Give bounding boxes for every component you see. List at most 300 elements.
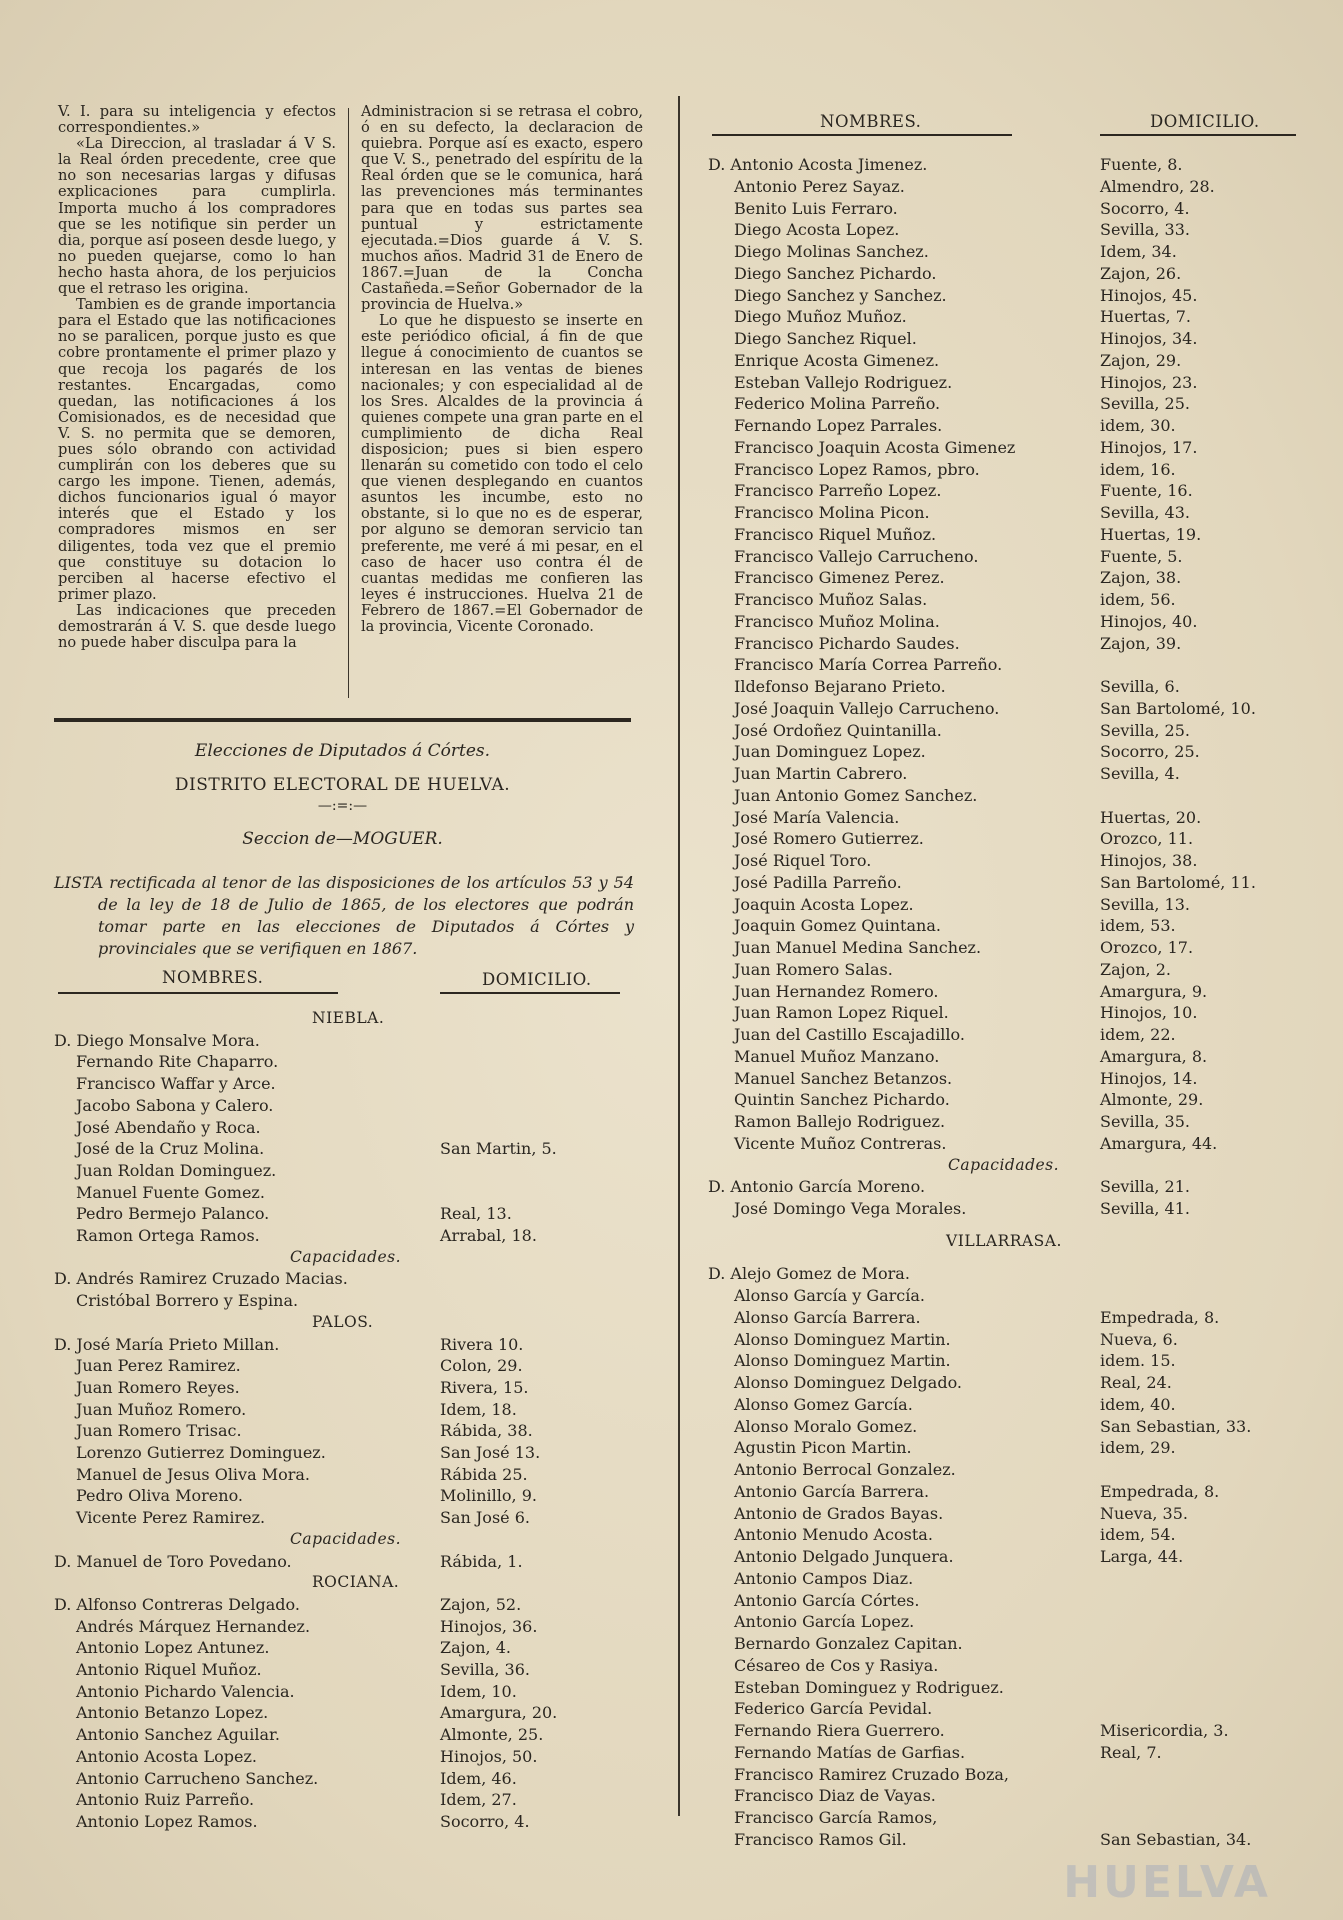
elector-row <box>708 1068 1328 1090</box>
elector-row <box>708 198 1328 220</box>
elector-row <box>708 1111 1328 1133</box>
elector-name: Vicente Perez Ramirez. <box>76 1508 266 1528</box>
elector-name: Francisco Molina Picon. <box>734 503 930 522</box>
elector-name: D. Alfonso Contreras Delgado. <box>54 1594 300 1614</box>
elector-name: Antonio Menudo Acosta. <box>734 1525 933 1545</box>
elector-name: Francisco Diaz de Vayas. <box>734 1786 936 1806</box>
elector-name: Juan Dominguez Lopez. <box>734 742 926 762</box>
elector-name: Francisco García Ramos, <box>734 1808 938 1827</box>
elector-row <box>708 154 1328 176</box>
elector-name: Joaquin Acosta Lopez. <box>734 894 914 914</box>
elector-row <box>708 328 1328 350</box>
elector-row <box>54 1746 674 1768</box>
elector-domicile: Sevilla, 35. <box>1100 1112 1190 1131</box>
elector-domicile: Sevilla, 25. <box>1100 394 1190 414</box>
elector-row <box>708 1764 1328 1786</box>
elector-domicile: Amargura, 20. <box>440 1703 558 1723</box>
elector-name: Antonio Campos Diaz. <box>734 1568 914 1588</box>
elector-domicile: Zajon, 2. <box>1100 959 1171 979</box>
elector-row <box>708 807 1328 829</box>
elector-name: Manuel de Jesus Oliva Mora. <box>76 1464 310 1484</box>
elector-domicile: Nueva, 6. <box>1100 1329 1178 1349</box>
elector-domicile: Hinojos, 50. <box>440 1746 538 1766</box>
elector-row <box>54 1138 674 1160</box>
elector-name: Agustin Picon Martin. <box>734 1438 912 1458</box>
elector-row <box>708 263 1328 285</box>
elector-domicile: Rábida 25. <box>440 1464 528 1484</box>
elector-row <box>708 1568 1328 1590</box>
elector-domicile: idem, 30. <box>1100 416 1176 435</box>
elector-domicile: Orozco, 17. <box>1100 938 1194 957</box>
prose-column-2 <box>361 104 643 635</box>
elector-row <box>708 285 1328 307</box>
elector-row <box>708 1307 1328 1329</box>
elector-row <box>54 1616 674 1638</box>
elector-row <box>54 1724 674 1746</box>
elector-name: Alonso Gomez García. <box>734 1394 913 1414</box>
section-heading <box>708 1231 1328 1253</box>
elector-name: José Domingo Vega Morales. <box>734 1199 967 1218</box>
elector-row <box>708 393 1328 415</box>
elector-name: D. Manuel de Toro Povedano. <box>54 1551 292 1571</box>
elector-row <box>54 1095 674 1117</box>
elector-row <box>54 1355 674 1377</box>
elector-row <box>708 1785 1328 1807</box>
elector-domicile: Almendro, 28. <box>1100 176 1215 196</box>
elector-row <box>708 219 1328 241</box>
elector-domicile: Almonte, 25. <box>440 1725 544 1745</box>
elector-name: Juan Hernandez Romero. <box>734 981 939 1001</box>
elector-name: Diego Acosta Lopez. <box>734 220 900 240</box>
elector-domicile: Huertas, 7. <box>1100 307 1191 327</box>
elector-row <box>708 1524 1328 1546</box>
elector-name: José Padilla Parreño. <box>734 872 902 892</box>
elector-domicile: idem, 54. <box>1100 1525 1176 1545</box>
elector-row <box>54 1182 674 1204</box>
elector-row <box>708 1372 1328 1394</box>
elector-name: Juan Ramon Lopez Riquel. <box>734 1003 949 1023</box>
elector-name: José Romero Gutierrez. <box>734 829 924 849</box>
section-rule <box>54 718 631 722</box>
elector-row <box>708 915 1328 937</box>
center-divider <box>678 96 680 1816</box>
elector-name: Alonso Dominguez Martin. <box>734 1351 951 1371</box>
elector-name: Joaquin Gomez Quintana. <box>734 916 941 936</box>
elector-name: Lorenzo Gutierrez Dominguez. <box>76 1443 326 1462</box>
elector-name: Esteban Vallejo Rodriguez. <box>734 372 953 392</box>
elector-row <box>708 937 1328 959</box>
header-underline <box>440 992 620 994</box>
elector-name: Francisco Parreño Lopez. <box>734 481 942 501</box>
elector-name: Juan Roldan Dominguez. <box>76 1160 277 1180</box>
elector-name: Juan Perez Ramirez. <box>76 1356 241 1376</box>
elector-domicile: Larga, 44. <box>1100 1547 1184 1566</box>
elector-row <box>708 850 1328 872</box>
elector-name: Francisco Joaquin Acosta Gimenez <box>734 437 1016 457</box>
elector-domicile: Huertas, 19. <box>1100 524 1202 544</box>
section-heading-label: ROCIANA. <box>312 1573 400 1592</box>
elector-name: Antonio Pichardo Valencia. <box>76 1681 295 1701</box>
watermark-stamp: HUELVA <box>1063 1857 1271 1908</box>
elector-row <box>708 1698 1328 1720</box>
elector-domicile: Sevilla, 33. <box>1100 220 1190 240</box>
elector-row <box>708 611 1328 633</box>
elector-row <box>708 828 1328 850</box>
elector-domicile: San Sebastian, 34. <box>1100 1829 1252 1849</box>
prose-paragraph: V. I. para su inteligencia y efectos correspondientes.» <box>58 103 336 137</box>
elector-domicile: idem, 53. <box>1100 916 1176 936</box>
elector-domicile: Huertas, 20. <box>1100 807 1202 827</box>
elector-name: Fernando Lopez Parrales. <box>734 416 943 435</box>
elector-domicile: idem, 29. <box>1100 1438 1176 1458</box>
elector-row <box>708 1590 1328 1612</box>
elector-domicile: San José 6. <box>440 1508 530 1528</box>
elector-domicile: Amargura, 44. <box>1100 1133 1218 1153</box>
elector-name: Ramon Ortega Ramos. <box>76 1226 260 1245</box>
elector-name: D. Andrés Ramirez Cruzado Macias. <box>54 1269 348 1289</box>
elector-row <box>54 1399 674 1421</box>
elector-domicile: Sevilla, 13. <box>1100 894 1190 914</box>
elector-row <box>708 741 1328 763</box>
elector-row <box>708 480 1328 502</box>
elector-row <box>708 1829 1328 1851</box>
elector-name: José Abendaño y Roca. <box>76 1117 261 1137</box>
elector-name: Juan Martin Cabrero. <box>734 764 908 783</box>
section-title: Seccion de—MOGUER. <box>242 829 443 849</box>
elector-name: Alonso García y García. <box>734 1286 926 1305</box>
elector-domicile: Hinojos, 38. <box>1100 851 1198 870</box>
elector-name: José María Valencia. <box>734 807 900 827</box>
elector-row <box>708 1198 1328 1220</box>
elector-domicile: idem, 22. <box>1100 1025 1176 1044</box>
elector-name: Alonso Dominguez Martin. <box>734 1329 951 1349</box>
district-title: DISTRITO ELECTORAL DE HUELVA. <box>174 775 511 795</box>
elector-name: Pedro Oliva Moreno. <box>76 1486 244 1506</box>
elector-row <box>54 1334 674 1356</box>
elector-row <box>708 1611 1328 1633</box>
elector-name: Federico Molina Parreño. <box>734 394 941 414</box>
section-heading-label: VILLARRASA. <box>946 1231 1062 1250</box>
elector-row <box>708 1655 1328 1677</box>
elector-domicile: Orozco, 11. <box>1100 829 1194 849</box>
header-underline <box>1100 134 1296 136</box>
elector-name: Fernando Riera Guerrero. <box>734 1721 945 1740</box>
section-heading <box>54 1312 674 1334</box>
capacidades-heading <box>54 1529 674 1551</box>
elector-name: Francisco Riquel Muñoz. <box>734 524 937 544</box>
elector-row <box>54 1117 674 1139</box>
elector-name: Juan Romero Trisac. <box>76 1421 242 1441</box>
elector-row <box>54 1420 674 1442</box>
elector-row <box>54 1507 674 1529</box>
elector-domicile: Zajon, 29. <box>1100 350 1182 370</box>
elector-row <box>708 459 1328 481</box>
elector-row <box>708 546 1328 568</box>
elector-row <box>708 959 1328 981</box>
elector-row <box>54 1768 674 1790</box>
elector-row <box>708 676 1328 698</box>
elector-domicile: Real, 13. <box>440 1204 512 1224</box>
elector-name: Juan Antonio Gomez Sanchez. <box>734 785 978 805</box>
elector-name: Diego Molinas Sanchez. <box>734 242 929 261</box>
elector-domicile: idem, 16. <box>1100 459 1176 479</box>
elector-name: Cristóbal Borrero y Espina. <box>76 1291 299 1311</box>
elector-domicile: idem, 56. <box>1100 590 1176 609</box>
elector-domicile: Empedrada, 8. <box>1100 1481 1220 1501</box>
elector-row <box>708 1546 1328 1568</box>
elector-name: Juan del Castillo Escajadillo. <box>734 1025 965 1044</box>
elector-domicile: Almonte, 29. <box>1100 1090 1204 1110</box>
elector-row <box>54 1051 674 1073</box>
elector-name: Esteban Dominguez y Rodriguez. <box>734 1677 1004 1697</box>
elector-domicile: Sevilla, 6. <box>1100 677 1180 696</box>
elector-domicile: Real, 24. <box>1100 1373 1172 1392</box>
elector-row <box>708 1176 1328 1198</box>
elector-domicile: Empedrada, 8. <box>1100 1307 1220 1327</box>
elector-row <box>708 176 1328 198</box>
elector-domicile: Rábida, 38. <box>440 1421 533 1441</box>
elector-name: D. José María Prieto Millan. <box>54 1334 280 1354</box>
elector-row <box>708 415 1328 437</box>
elector-row <box>54 1681 674 1703</box>
elector-name: Francisco Lopez Ramos, pbro. <box>734 459 980 479</box>
elector-name: Francisco Waffar y Arce. <box>76 1074 276 1094</box>
elector-name: Antonio Ruiz Parreño. <box>76 1790 255 1810</box>
elector-name: Benito Luis Ferraro. <box>734 198 898 218</box>
elector-domicile: Idem, 27. <box>440 1790 517 1810</box>
elector-row <box>708 372 1328 394</box>
elector-domicile: Socorro, 4. <box>440 1811 530 1831</box>
elector-name: Francisco María Correa Parreño. <box>734 655 1003 675</box>
elector-domicile: Idem, 10. <box>440 1681 517 1701</box>
elector-row <box>708 654 1328 676</box>
elector-domicile: Hinojos, 17. <box>1100 437 1198 457</box>
ornament: —:=:— <box>317 798 368 814</box>
elector-row <box>708 981 1328 1003</box>
elector-name: José Riquel Toro. <box>734 851 872 870</box>
prose-paragraph: Administracion si se retrasa el cobro, ó en su defecto, la declaracion de quiebra. Porque así es exacto, espero que V. S., penetrado del espíritu de la Real órden que se le comunica, hará las prevenciones más terminantes para que en todas sus partes sea puntual y estrictamente ejecutada.=Dios guarde á V. S. muchos años. Madrid 31 de Enero de 1867.=Juan de la Concha Castañeda.=Señor Gobernador de la provincia de Huelva.» <box>361 103 643 314</box>
elector-row <box>708 306 1328 328</box>
elector-domicile: Zajon, 38. <box>1100 568 1182 588</box>
elector-domicile: San Bartolomé, 11. <box>1100 872 1256 892</box>
elector-name: Jacobo Sabona y Calero. <box>76 1095 274 1115</box>
elector-row <box>708 1459 1328 1481</box>
elector-domicile: Sevilla, 41. <box>1100 1199 1190 1218</box>
elector-name: Diego Sanchez Pichardo. <box>734 263 937 283</box>
elector-row <box>708 633 1328 655</box>
section-heading-label: PALOS. <box>312 1312 374 1331</box>
elector-row <box>708 1089 1328 1111</box>
elector-name: Enrique Acosta Gimenez. <box>734 350 940 370</box>
elector-name: Juan Romero Salas. <box>734 959 893 979</box>
elector-name: Diego Sanchez y Sanchez. <box>734 285 947 305</box>
list-description: LISTA rectificada al tenor de las disposiciones de los artículos 53 y 54 de la ley de 18 de Julio de 1865, de los electores que podrán tomar parte en las elecciones de Diputados á Córtes y provinciales que se verifiquen en 1867. <box>54 873 634 958</box>
elector-name: Juan Muñoz Romero. <box>76 1399 247 1419</box>
elector-domicile: Misericordia, 3. <box>1100 1721 1229 1740</box>
left-names-header: NOMBRES. <box>162 968 264 987</box>
elector-row <box>54 1268 674 1290</box>
elector-name: Antonio Delgado Junquera. <box>734 1547 954 1566</box>
elector-domicile: Amargura, 9. <box>1100 981 1208 1001</box>
elector-domicile: Rivera 10. <box>440 1334 524 1354</box>
elector-name: Antonio Lopez Ramos. <box>76 1811 258 1831</box>
elector-row <box>54 1442 674 1464</box>
elector-domicile: Hinojos, 34. <box>1100 329 1198 348</box>
elector-row <box>708 1350 1328 1372</box>
elector-domicile: Zajon, 26. <box>1100 263 1182 283</box>
elector-domicile: San Martin, 5. <box>440 1139 557 1159</box>
elector-domicile: Sevilla, 21. <box>1100 1177 1190 1197</box>
elector-row <box>708 589 1328 611</box>
elector-row <box>708 1677 1328 1699</box>
elector-row <box>708 1046 1328 1068</box>
elector-row <box>54 1811 674 1833</box>
elector-name: Manuel Sanchez Betanzos. <box>734 1068 953 1088</box>
elector-name: Diego Sanchez Riquel. <box>734 329 917 348</box>
elector-domicile: idem, 40. <box>1100 1394 1176 1414</box>
elector-domicile: Hinojos, 36. <box>440 1616 538 1636</box>
elector-name: Antonio Lopez Antunez. <box>76 1638 270 1658</box>
elector-row <box>708 1481 1328 1503</box>
elector-name: D. Antonio Acosta Jimenez. <box>708 155 928 174</box>
elector-domicile: Rivera, 15. <box>440 1377 529 1397</box>
elector-name: Antonio Acosta Lopez. <box>76 1746 257 1766</box>
elector-row <box>708 1133 1328 1155</box>
prose-paragraph: Tambien es de grande importancia para el Estado que las notificaciones no se paralicen, porque justo es que cobre prontamente el primer plazo y que recoja los pagarés de los restantes. Encargadas, como quedan, las notificaciones á los Comisionados, es de necesidad que V. S. no permita que se demoren, pues sólo obrando con actividad cumplirán con los deberes que su cargo les impone. Tienen, además, dichos funcionarios igual ó mayor interés que el Estado y los compradores mismos en ser diligentes, toda vez que el premio que constituye su dotacion lo perciben al hacerse efectivo el primer plazo. <box>58 296 336 603</box>
elector-name: Antonio Sanchez Aguilar. <box>76 1725 280 1745</box>
prose-column-1 <box>58 104 336 651</box>
elector-name: Antonio Riquel Muñoz. <box>76 1660 262 1679</box>
elector-name: Juan Manuel Medina Sanchez. <box>734 938 982 957</box>
elector-domicile: Amargura, 8. <box>1100 1046 1208 1066</box>
elector-row <box>708 894 1328 916</box>
elector-domicile: Zajon, 39. <box>1100 633 1182 653</box>
elector-row <box>708 350 1328 372</box>
elector-name: José de la Cruz Molina. <box>76 1139 265 1159</box>
elector-name: Fernando Matías de Garfias. <box>734 1742 966 1762</box>
elector-row <box>708 1742 1328 1764</box>
elector-name: Juan Romero Reyes. <box>76 1377 240 1397</box>
elector-row <box>708 872 1328 894</box>
capacidades-heading <box>708 1155 1328 1177</box>
elector-domicile: Rábida, 1. <box>440 1551 523 1571</box>
elector-name: Vicente Muñoz Contreras. <box>734 1133 947 1153</box>
elector-name: Antonio Berrocal Gonzalez. <box>734 1460 956 1479</box>
prose-paragraph: «La Direccion, al trasladar á V S. la Real órden precedente, cree que no son necesarias largas y difusas explicaciones para cumplirla. Importa mucho á los compradores que se les notifique sin perder un dia, porque así poseen desde luego, y no pueden quejarse, como lo han hecho hasta ahora, de los perjuicios que el retraso les origina. <box>58 135 336 298</box>
elector-name: Antonio García Barrera. <box>734 1481 930 1501</box>
elector-name: Antonio Betanzo Lopez. <box>76 1703 269 1723</box>
elector-row <box>708 437 1328 459</box>
elector-domicile: Sevilla, 25. <box>1100 720 1190 740</box>
elector-row <box>708 567 1328 589</box>
elector-row <box>54 1225 674 1247</box>
elector-domicile: Arrabal, 18. <box>440 1226 537 1245</box>
elector-row <box>54 1659 674 1681</box>
elector-domicile: Nueva, 35. <box>1100 1503 1188 1523</box>
elector-domicile: Sevilla, 36. <box>440 1660 530 1679</box>
elector-name: Francisco Muñoz Salas. <box>734 590 928 609</box>
elector-domicile: Idem, 46. <box>440 1768 517 1788</box>
elector-name: Francisco Muñoz Molina. <box>734 611 940 631</box>
elector-name: Alonso García Barrera. <box>734 1307 921 1327</box>
elector-row <box>708 1437 1328 1459</box>
elector-name: Quintin Sanchez Pichardo. <box>734 1090 950 1110</box>
elector-row <box>54 1551 674 1573</box>
elector-row <box>708 1002 1328 1024</box>
elector-name: Antonio García Lopez. <box>734 1612 915 1632</box>
elector-row <box>708 1394 1328 1416</box>
prose-paragraph: Las indicaciones que preceden demostrarán á V. S. que desde luego no puede haber disculpa para la <box>58 601 336 652</box>
elector-domicile: Idem, 34. <box>1100 242 1177 261</box>
elector-row <box>54 1290 674 1312</box>
elector-row <box>708 1024 1328 1046</box>
elector-name: Andrés Márquez Hernandez. <box>76 1616 311 1636</box>
elector-row <box>708 763 1328 785</box>
elector-name: Antonio Carrucheno Sanchez. <box>76 1768 319 1788</box>
elector-name: Federico García Pevidal. <box>734 1699 933 1719</box>
elector-domicile: Real, 7. <box>1100 1742 1162 1762</box>
section-heading-label: NIEBLA. <box>312 1009 385 1027</box>
elector-row <box>708 241 1328 263</box>
capacidades-label: Capacidades. <box>290 1247 402 1266</box>
elector-row <box>54 1702 674 1724</box>
elector-name: Alonso Dominguez Delgado. <box>734 1373 962 1392</box>
elector-domicile: Fuente, 5. <box>1100 546 1183 566</box>
elections-heading <box>54 738 631 852</box>
elector-domicile: Idem, 18. <box>440 1399 517 1419</box>
elector-domicile: San Bartolomé, 10. <box>1100 698 1256 718</box>
elector-domicile: Zajon, 4. <box>440 1638 511 1658</box>
elector-row <box>708 1329 1328 1351</box>
elector-name: Alonso Moralo Gomez. <box>734 1416 918 1436</box>
elector-domicile: Socorro, 4. <box>1100 198 1190 218</box>
elector-name: Francisco Ramirez Cruzado Boza, <box>734 1764 1010 1784</box>
elector-domicile: Molinillo, 9. <box>440 1486 537 1506</box>
elector-name: Francisco Ramos Gil. <box>734 1829 907 1849</box>
elector-domicile: Hinojos, 14. <box>1100 1068 1198 1088</box>
elector-name: D. Antonio García Moreno. <box>708 1177 926 1197</box>
elector-row <box>708 1720 1328 1742</box>
right-domicile-header: DOMICILIO. <box>1150 112 1260 131</box>
elector-name: Pedro Bermejo Palanco. <box>76 1204 270 1224</box>
prose-paragraph: Lo que he dispuesto se inserte en este periódico oficial, á fin de que llegue á conocimiento de cuantos se interesan en las ventas de bienes nacionales; y con especialidad al de los Sres. Alcaldes de la provincia á quienes compete una gran parte en el cumplimiento de dicha Real disposicion; pues si bien espero llenarán su cometido con todo el celo que vienen desplegando en cuantos asuntos les incumbe, esto no obstante, si lo que no es de esperar, por alguno se demoran servicio tan preferente, me veré á mi pesar, en el caso de hacer uso contra él de cuantas medidas me confieren las leyes é instrucciones. Huelva 21 de Febrero de 1867.=El Gobernador de la provincia, Vicente Coronado. <box>361 312 643 635</box>
elector-name: Francisco Vallejo Carrucheno. <box>734 546 979 566</box>
elector-row <box>54 1377 674 1399</box>
elector-domicile: San Sebastian, 33. <box>1100 1416 1252 1436</box>
elector-row <box>708 1503 1328 1525</box>
elector-row <box>708 1633 1328 1655</box>
elector-row <box>54 1073 674 1095</box>
elector-row <box>54 1160 674 1182</box>
elector-name: Antonio Perez Sayaz. <box>734 176 905 196</box>
elector-name: José Ordoñez Quintanilla. <box>734 720 942 740</box>
elector-name: Antonio García Córtes. <box>734 1590 920 1610</box>
elector-name: Antonio de Grados Bayas. <box>734 1503 944 1523</box>
elector-domicile: Hinojos, 40. <box>1100 611 1198 631</box>
capacidades-heading <box>54 1247 674 1269</box>
column-divider <box>348 108 349 698</box>
header-underline <box>58 992 338 994</box>
elector-row <box>54 1637 674 1659</box>
elector-name: Fernando Rite Chaparro. <box>76 1052 279 1072</box>
left-domicile-header: DOMICILIO. <box>482 970 592 989</box>
elector-domicile: Fuente, 8. <box>1100 155 1183 174</box>
elector-domicile: Hinojos, 23. <box>1100 372 1198 392</box>
right-names-header: NOMBRES. <box>820 112 922 131</box>
elector-row <box>708 720 1328 742</box>
elector-row <box>708 1263 1328 1285</box>
elector-row <box>708 698 1328 720</box>
